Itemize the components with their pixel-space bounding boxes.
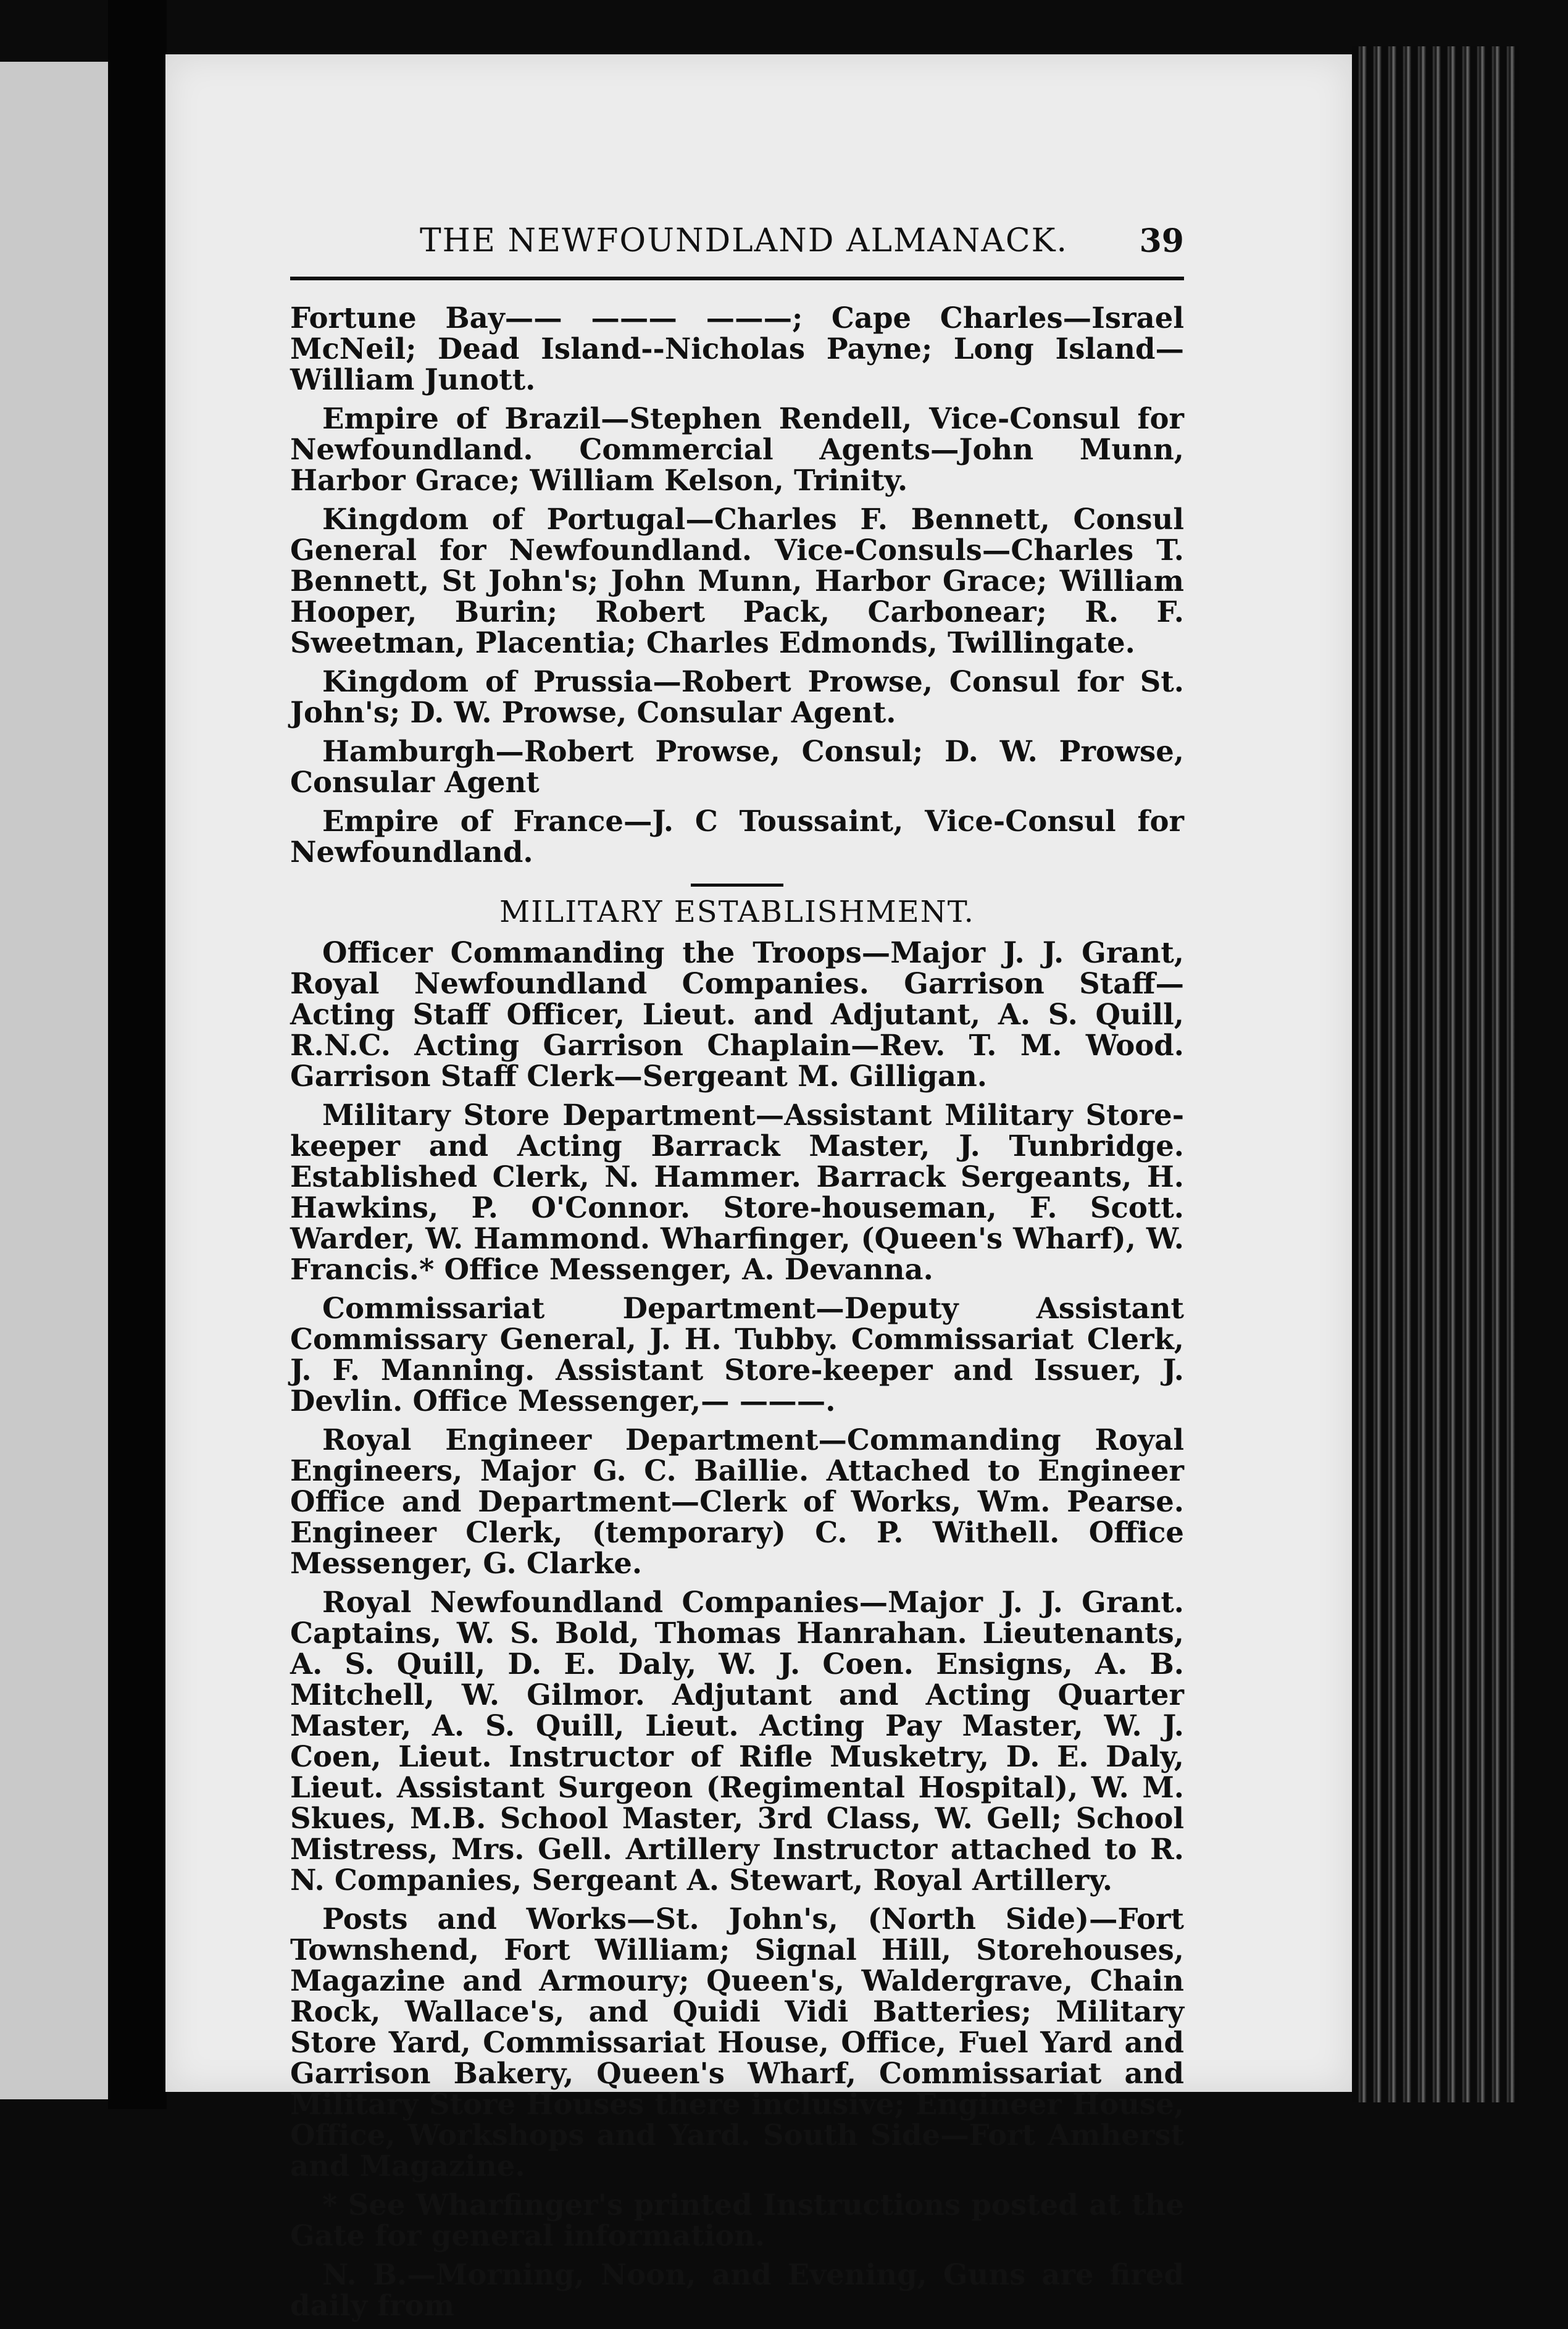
paragraph-france: Empire of France—J. C Toussaint, Vice-Consul for Newfoundland.	[290, 804, 1184, 869]
paragraph-brazil: Empire of Brazil—Stephen Rendell, Vice-Consul for Newfoundland. Commercial Agents—John Munn, Harbor Grace; William Kelson, Trinity.	[290, 401, 1184, 497]
page-stack-edge	[1352, 46, 1519, 2102]
section-heading: MILITARY ESTABLISHMENT.	[499, 895, 975, 929]
running-head	[290, 222, 1184, 278]
book-gutter	[108, 0, 167, 2109]
running-title: THE NEWFOUNDLAND ALMANACK.	[420, 222, 1069, 259]
paragraph-nota-bene: N. B.—Morning, Noon, and Evening, Guns are fired daily from	[290, 2257, 1184, 2322]
paragraph-portugal: Kingdom of Portugal—Charles F. Bennett, Consul General for Newfoundland. Vice-Consuls—Charles T. Bennett, St John's; John Munn, Harbor Grace; William Hooper, Burin; Robert Pack, Carbonear; R. F. Sweetman, Placentia; Charles Edmonds, Twillingate.	[290, 502, 1184, 659]
page-body	[290, 303, 1184, 2329]
page-number: 39	[1139, 222, 1184, 260]
paragraph-commissariat: Commissariat Department—Deputy Assistant Commissary General, J. H. Tubby. Commissariat Clerk, J. F. Manning. Assistant Store-keeper and Issuer, J. Devlin. Office Messenger,— ———.	[290, 1291, 1184, 1418]
paragraph-royal-newfoundland-companies: Royal Newfoundland Companies—Major J. J. Grant. Captains, W. S. Bold, Thomas Hanrahan. Lieutenants, A. S. Quill, D. E. Daly, W. J. Coen. Ensigns, A. B. Mitchell, W. Gilmor. Adjutant and Acting Quarter Master, A. S. Quill, Lieut. Acting Pay Master, W. J. Coen, Lieut. Instructor of Rifle Musketry, D. E. Daly, Lieut. Assistant Surgeon (Regimental Hospital), W. M. Skues, M.B. School Master, 3rd Class, W. Gell; School Mistress, Mrs. Gell. Artillery Instructor attached to R. N. Companies, Sergeant A. Stewart, Royal Artillery.	[290, 1585, 1184, 1897]
footnote: * See Wharfinger's printed Instructions posted at the Gate for general information.	[290, 2188, 1184, 2252]
paragraph-military-store: Military Store Department—Assistant Military Store-keeper and Acting Barrack Master, J. Tunbridge. Established Clerk, N. Hammer. Barrack Sergeants, H. Hawkins, P. O'Connor. Store-houseman, F. Scott. Warder, W. Hammond. Wharfinger, (Queen's Wharf), W. Francis.* Office Messenger, A. Devanna.	[290, 1098, 1184, 1286]
paragraph-fortune-bay: Fortune Bay—— ——— ———; Cape Charles—Israel McNeil; Dead Island--Nicholas Payne; Long Island—William Junott.	[290, 301, 1184, 396]
paragraph-hamburgh: Hamburgh—Robert Prowse, Consul; D. W. Prowse, Consular Agent	[290, 734, 1184, 799]
paragraph-prussia: Kingdom of Prussia—Robert Prowse, Consul for St. John's; D. W. Prowse, Consular Agent.	[290, 664, 1184, 729]
paragraph-officer-commanding: Officer Commanding the Troops—Major J. J. Grant, Royal Newfoundland Companies. Garrison Staff—Acting Staff Officer, Lieut. and Adjutant, A. S. Quill, R.N.C. Acting Garrison Chaplain—Rev. T. M. Wood. Garrison Staff Clerk—Sergeant M. Gilligan.	[290, 935, 1184, 1093]
header-rule	[290, 277, 1184, 280]
facing-page-edge	[0, 62, 108, 2099]
paragraph-posts-and-works: Posts and Works—St. John's, (North Side)—Fort Townshend, Fort William; Signal Hill, Storehouses, Magazine and Armoury; Queen's, Waldergrave, Chain Rock, Wallace's, and Quidi Vidi Batteries; Military Store Yard, Commissariat House, Office, Fuel Yard and Garrison Bakery, Queen's Wharf, Commissariat and Military Store Houses there inclusive; Engineer House, Office, Workshops and Yard. South Side—Fort Amherst and Magazine.	[290, 1902, 1184, 2183]
section-divider	[691, 884, 783, 887]
paragraph-royal-engineer: Royal Engineer Department—Commanding Royal Engineers, Major G. C. Baillie. Attached to Engineer Office and Department—Clerk of Works, Wm. Pearse. Engineer Clerk, (temporary) C. P. Withell. Office Messenger, G. Clarke.	[290, 1423, 1184, 1580]
